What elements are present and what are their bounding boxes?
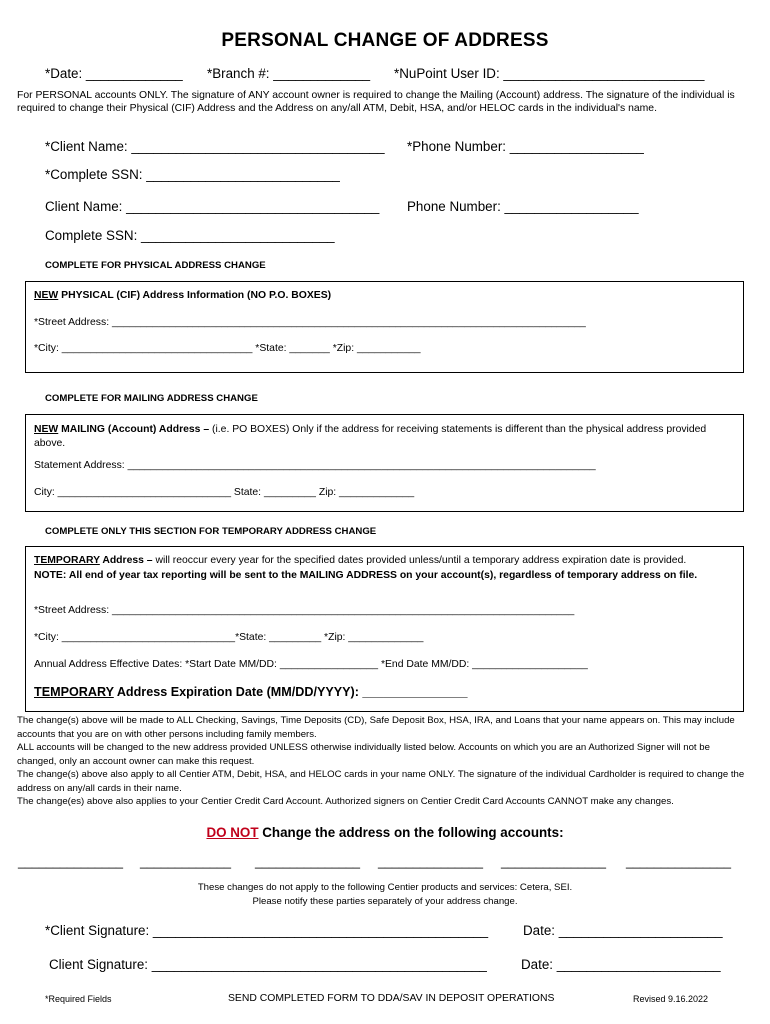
temporary-section-label: COMPLETE ONLY THIS SECTION FOR TEMPORARY ADDRESS CHANGE — [45, 526, 377, 537]
expiration-heading-rest: Address Expiration Date (MM/DD/YYYY): _______________ — [113, 685, 468, 699]
do-not-rest: Change the address on the following accounts: — [258, 825, 564, 840]
temporary-heading-rest: will reoccur every year for the specified dates provided unless/until a temporary address expiration date is provided. — [152, 555, 687, 566]
ssn-1-field[interactable]: *Complete SSN: __________________________ — [45, 167, 340, 182]
mailing-section-label: COMPLETE FOR MAILING ADDRESS CHANGE — [45, 393, 258, 404]
branch-field[interactable]: *Branch #: _____________ — [207, 66, 371, 81]
temporary-address-box — [25, 546, 744, 712]
form-title: PERSONAL CHANGE OF ADDRESS — [221, 30, 549, 51]
products-note-line-1: These changes do not apply to the following Centier products and services: Cetera, SEI. — [197, 882, 573, 893]
temporary-street-field[interactable]: *Street Address: ________________________________________________________________________________ — [34, 605, 575, 616]
mailing-heading — [34, 423, 724, 451]
statement-address-field[interactable]: Statement Address: _________________________________________________________________________________ — [34, 460, 596, 471]
intro-text: For PERSONAL accounts ONLY. The signature of ANY account owner is required to change the Mailing (Account) address. The signature of the individual is required to change their Physical (CIF) Address and the Address on any/all ATM, Debit, HSA, and/or HELOC cards in the individual's name. — [17, 90, 735, 114]
temporary-city-state-zip-field[interactable]: *City: ______________________________*State: _________ *Zip: _____________ — [34, 632, 424, 643]
disclaimer-paragraph: The change(s) above also apply to all Centier ATM, Debit, HSA, and HELOC cards in your name ONLY. The signature of the individual Cardholder is required to change the address on any/all cards in their name. — [17, 769, 745, 794]
temporary-heading-word: TEMPORARY — [34, 555, 100, 566]
client-signature-2-field[interactable]: Client Signature: _____________________________________________ — [49, 957, 487, 972]
physical-section-label: COMPLETE FOR PHYSICAL ADDRESS CHANGE — [45, 260, 266, 271]
physical-heading-new: NEW — [34, 290, 59, 301]
account-blank-1[interactable]: _______________ — [18, 855, 124, 869]
disclaimer-paragraph: The change(s) above will be made to ALL Checking, Savings, Time Deposits (CD), Safe Deposit Box, HSA, IRA, and Loans that your name appears on. This may include accounts that you are on with other persons including family members. — [17, 715, 735, 740]
ssn-2-field[interactable]: Complete SSN: __________________________ — [45, 228, 335, 243]
physical-heading — [34, 290, 331, 301]
signature-date-2-field[interactable]: Date: ______________________ — [521, 957, 721, 972]
signature-date-1-field[interactable]: Date: ______________________ — [523, 923, 723, 938]
phone-number-1-field[interactable]: *Phone Number: __________________ — [407, 139, 644, 154]
date-field[interactable]: *Date: _____________ — [45, 66, 183, 81]
client-name-1-field[interactable]: *Client Name: __________________________________ — [45, 139, 385, 154]
do-not-label: DO NOT — [206, 825, 259, 840]
tax-reporting-note: NOTE: All end of year tax reporting will be sent to the MAILING ADDRESS on your account(s), regardless of temporary address on file. — [34, 570, 698, 581]
account-blank-2[interactable]: _____________ — [140, 855, 232, 869]
disclaimer-paragraph: The change(es) above also applies to your Centier Credit Card Account. Authorized signers on Centier Credit Card Accounts CANNOT make any changes. — [17, 796, 674, 807]
mailing-city-state-zip-field[interactable]: City: ______________________________ State: _________ Zip: _____________ — [34, 487, 415, 498]
account-blank-6[interactable]: _______________ — [626, 855, 732, 869]
expiration-heading-word: TEMPORARY — [34, 685, 114, 699]
client-name-2-field[interactable]: Client Name: __________________________________ — [45, 199, 380, 214]
account-blank-4[interactable]: _______________ — [378, 855, 484, 869]
physical-heading-rest: PHYSICAL (CIF) Address Information (NO P.O. BOXES) — [58, 290, 332, 301]
send-instructions: SEND COMPLETED FORM TO DDA/SAV IN DEPOSIT OPERATIONS — [228, 993, 555, 1004]
do-not-change-heading — [0, 825, 770, 840]
products-note-line-2: Please notify these parties separately of your address change. — [252, 896, 518, 907]
physical-city-state-zip-field[interactable]: *City: _________________________________ *State: _______ *Zip: ___________ — [34, 343, 421, 354]
account-blank-3[interactable]: _______________ — [255, 855, 361, 869]
mailing-heading-bold: MAILING (Account) Address – — [58, 424, 210, 435]
temporary-heading-bold: Address – — [99, 555, 153, 566]
mailing-address-box — [25, 414, 744, 512]
effective-dates-field[interactable]: Annual Address Effective Dates: *Start Date MM/DD: _________________ *End Date MM/DD: ____________________ — [34, 659, 588, 670]
nupoint-user-id-field[interactable]: *NuPoint User ID: ___________________________ — [394, 66, 705, 81]
required-fields-note: *Required Fields — [45, 994, 112, 1004]
phone-number-2-field[interactable]: Phone Number: __________________ — [407, 199, 639, 214]
physical-street-field[interactable]: *Street Address: __________________________________________________________________________________ — [34, 317, 586, 328]
physical-address-box — [25, 281, 744, 373]
client-signature-1-field[interactable]: *Client Signature: _____________________________________________ — [45, 923, 489, 938]
account-blank-5[interactable]: _______________ — [501, 855, 607, 869]
revised-date: Revised 9.16.2022 — [633, 994, 709, 1004]
mailing-heading-rest: (i.e. PO BOXES) Only if the address for receiving statements is different than the physical address provided above. — [34, 424, 707, 449]
temporary-heading — [34, 553, 714, 583]
mailing-heading-new: NEW — [34, 424, 59, 435]
disclaimer-block — [17, 714, 752, 809]
disclaimer-paragraph: ALL accounts will be changed to the new address provided UNLESS otherwise individually listed below. Accounts on which you are an Authorized Signer will not be changed, only an account owner can make this request. — [17, 742, 710, 767]
expiration-date-field[interactable] — [34, 685, 468, 699]
